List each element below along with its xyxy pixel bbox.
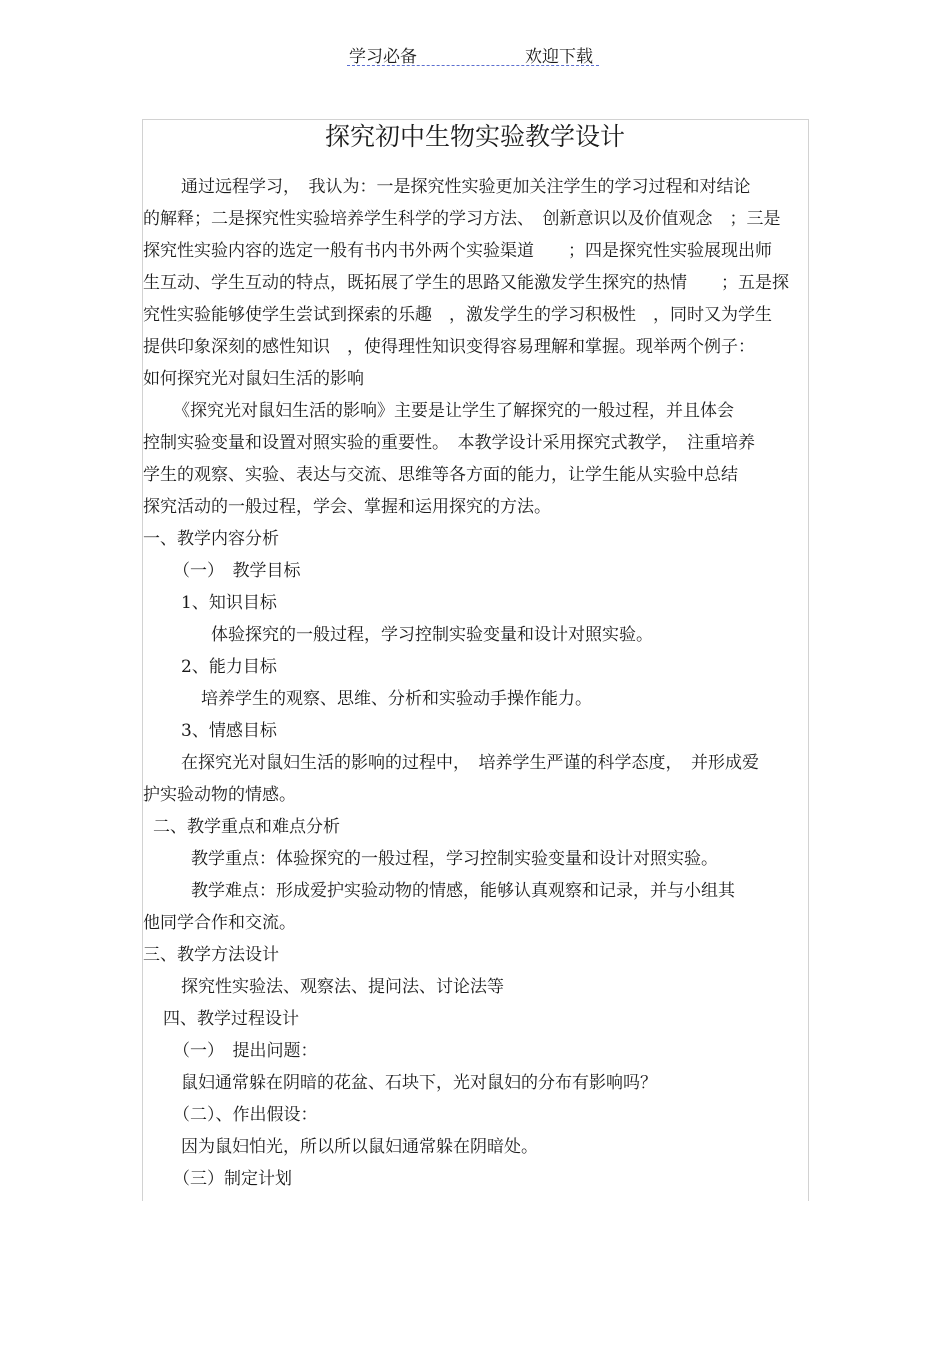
section-heading: 三、教学方法设计 [143, 945, 279, 965]
body-line: 探究性实验内容的选定一般有书内书外两个实验渠道 ；四是探究性实验展现出师 [143, 241, 772, 261]
item-heading: 2、能力目标 [181, 657, 277, 677]
body-line: 鼠妇通常躲在阴暗的花盆、石块下，光对鼠妇的分布有影响吗？ [181, 1073, 657, 1093]
section-heading: 四、教学过程设计 [163, 1009, 299, 1029]
body-line: 在探究光对鼠妇生活的影响的过程中， 培养学生严谨的科学态度， 并形成爱 [181, 753, 759, 773]
body-line: 《探究光对鼠妇生活的影响》主要是让学生了解探究的一般过程，并且体会 [173, 401, 734, 421]
body-line: 因为鼠妇怕光，所以所以鼠妇通常躲在阴暗处。 [181, 1137, 538, 1157]
page-header [347, 38, 599, 66]
body-line: 体验探究的一般过程，学习控制实验变量和设计对照实验。 [211, 625, 653, 645]
body-line: 护实验动物的情感。 [143, 785, 296, 805]
section-heading: 如何探究光对鼠妇生活的影响 [143, 369, 364, 389]
item-heading: 3、情感目标 [181, 721, 277, 741]
body-line: 生互动、学生互动的特点，既拓展了学生的思路又能激发学生探究的热情 ；五是探 [143, 273, 789, 293]
header-right-text: 欢迎下载 [525, 47, 593, 67]
body-line: 通过远程学习， 我认为：一是探究性实验更加关注学生的学习过程和对结论 [181, 177, 751, 197]
body-line: 探究性实验法、观察法、提问法、讨论法等 [181, 977, 504, 997]
body-line: 学生的观察、实验、表达与交流、思维等各方面的能力，让学生能从实验中总结 [143, 465, 738, 485]
header-dashed-rule [347, 65, 599, 66]
document-title: 探究初中生物实验教学设计 [324, 122, 625, 151]
header-left-text: 学习必备 [349, 47, 417, 67]
subsection-heading: （三）制定计划 [173, 1169, 292, 1189]
subsection-heading: （二）、作出假设： [173, 1105, 318, 1125]
body-line: 探究活动的一般过程，学会、掌握和运用探究的方法。 [143, 497, 551, 517]
section-heading: 二、教学重点和难点分析 [153, 817, 340, 837]
item-heading: 1、知识目标 [181, 593, 277, 613]
body-line: 教学难点：形成爱护实验动物的情感，能够认真观察和记录，并与小组其 [191, 881, 735, 901]
subsection-heading: （一） 提出问题： [173, 1041, 318, 1061]
body-line: 教学重点：体验探究的一般过程，学习控制实验变量和设计对照实验。 [191, 849, 718, 869]
body-line: 究性实验能够使学生尝试到探索的乐趣 ，激发学生的学习积极性 ，同时又为学生 [143, 305, 772, 325]
body-line: 的解释；二是探究性实验培养学生科学的学习方法、 创新意识以及价值观念 ；三是 [143, 209, 781, 229]
body-line: 提供印象深刻的感性知识 ，使得理性知识变得容易理解和掌握。现举两个例子： [143, 337, 755, 357]
body-line: 他同学合作和交流。 [143, 913, 296, 933]
section-heading: 一、教学内容分析 [143, 529, 279, 549]
subsection-heading: （一） 教学目标 [173, 561, 301, 581]
body-line: 控制实验变量和设置对照实验的重要性。 本教学设计采用探究式教学， 注重培养 [143, 433, 755, 453]
body-line: 培养学生的观察、思维、分析和实验动手操作能力。 [201, 689, 592, 709]
